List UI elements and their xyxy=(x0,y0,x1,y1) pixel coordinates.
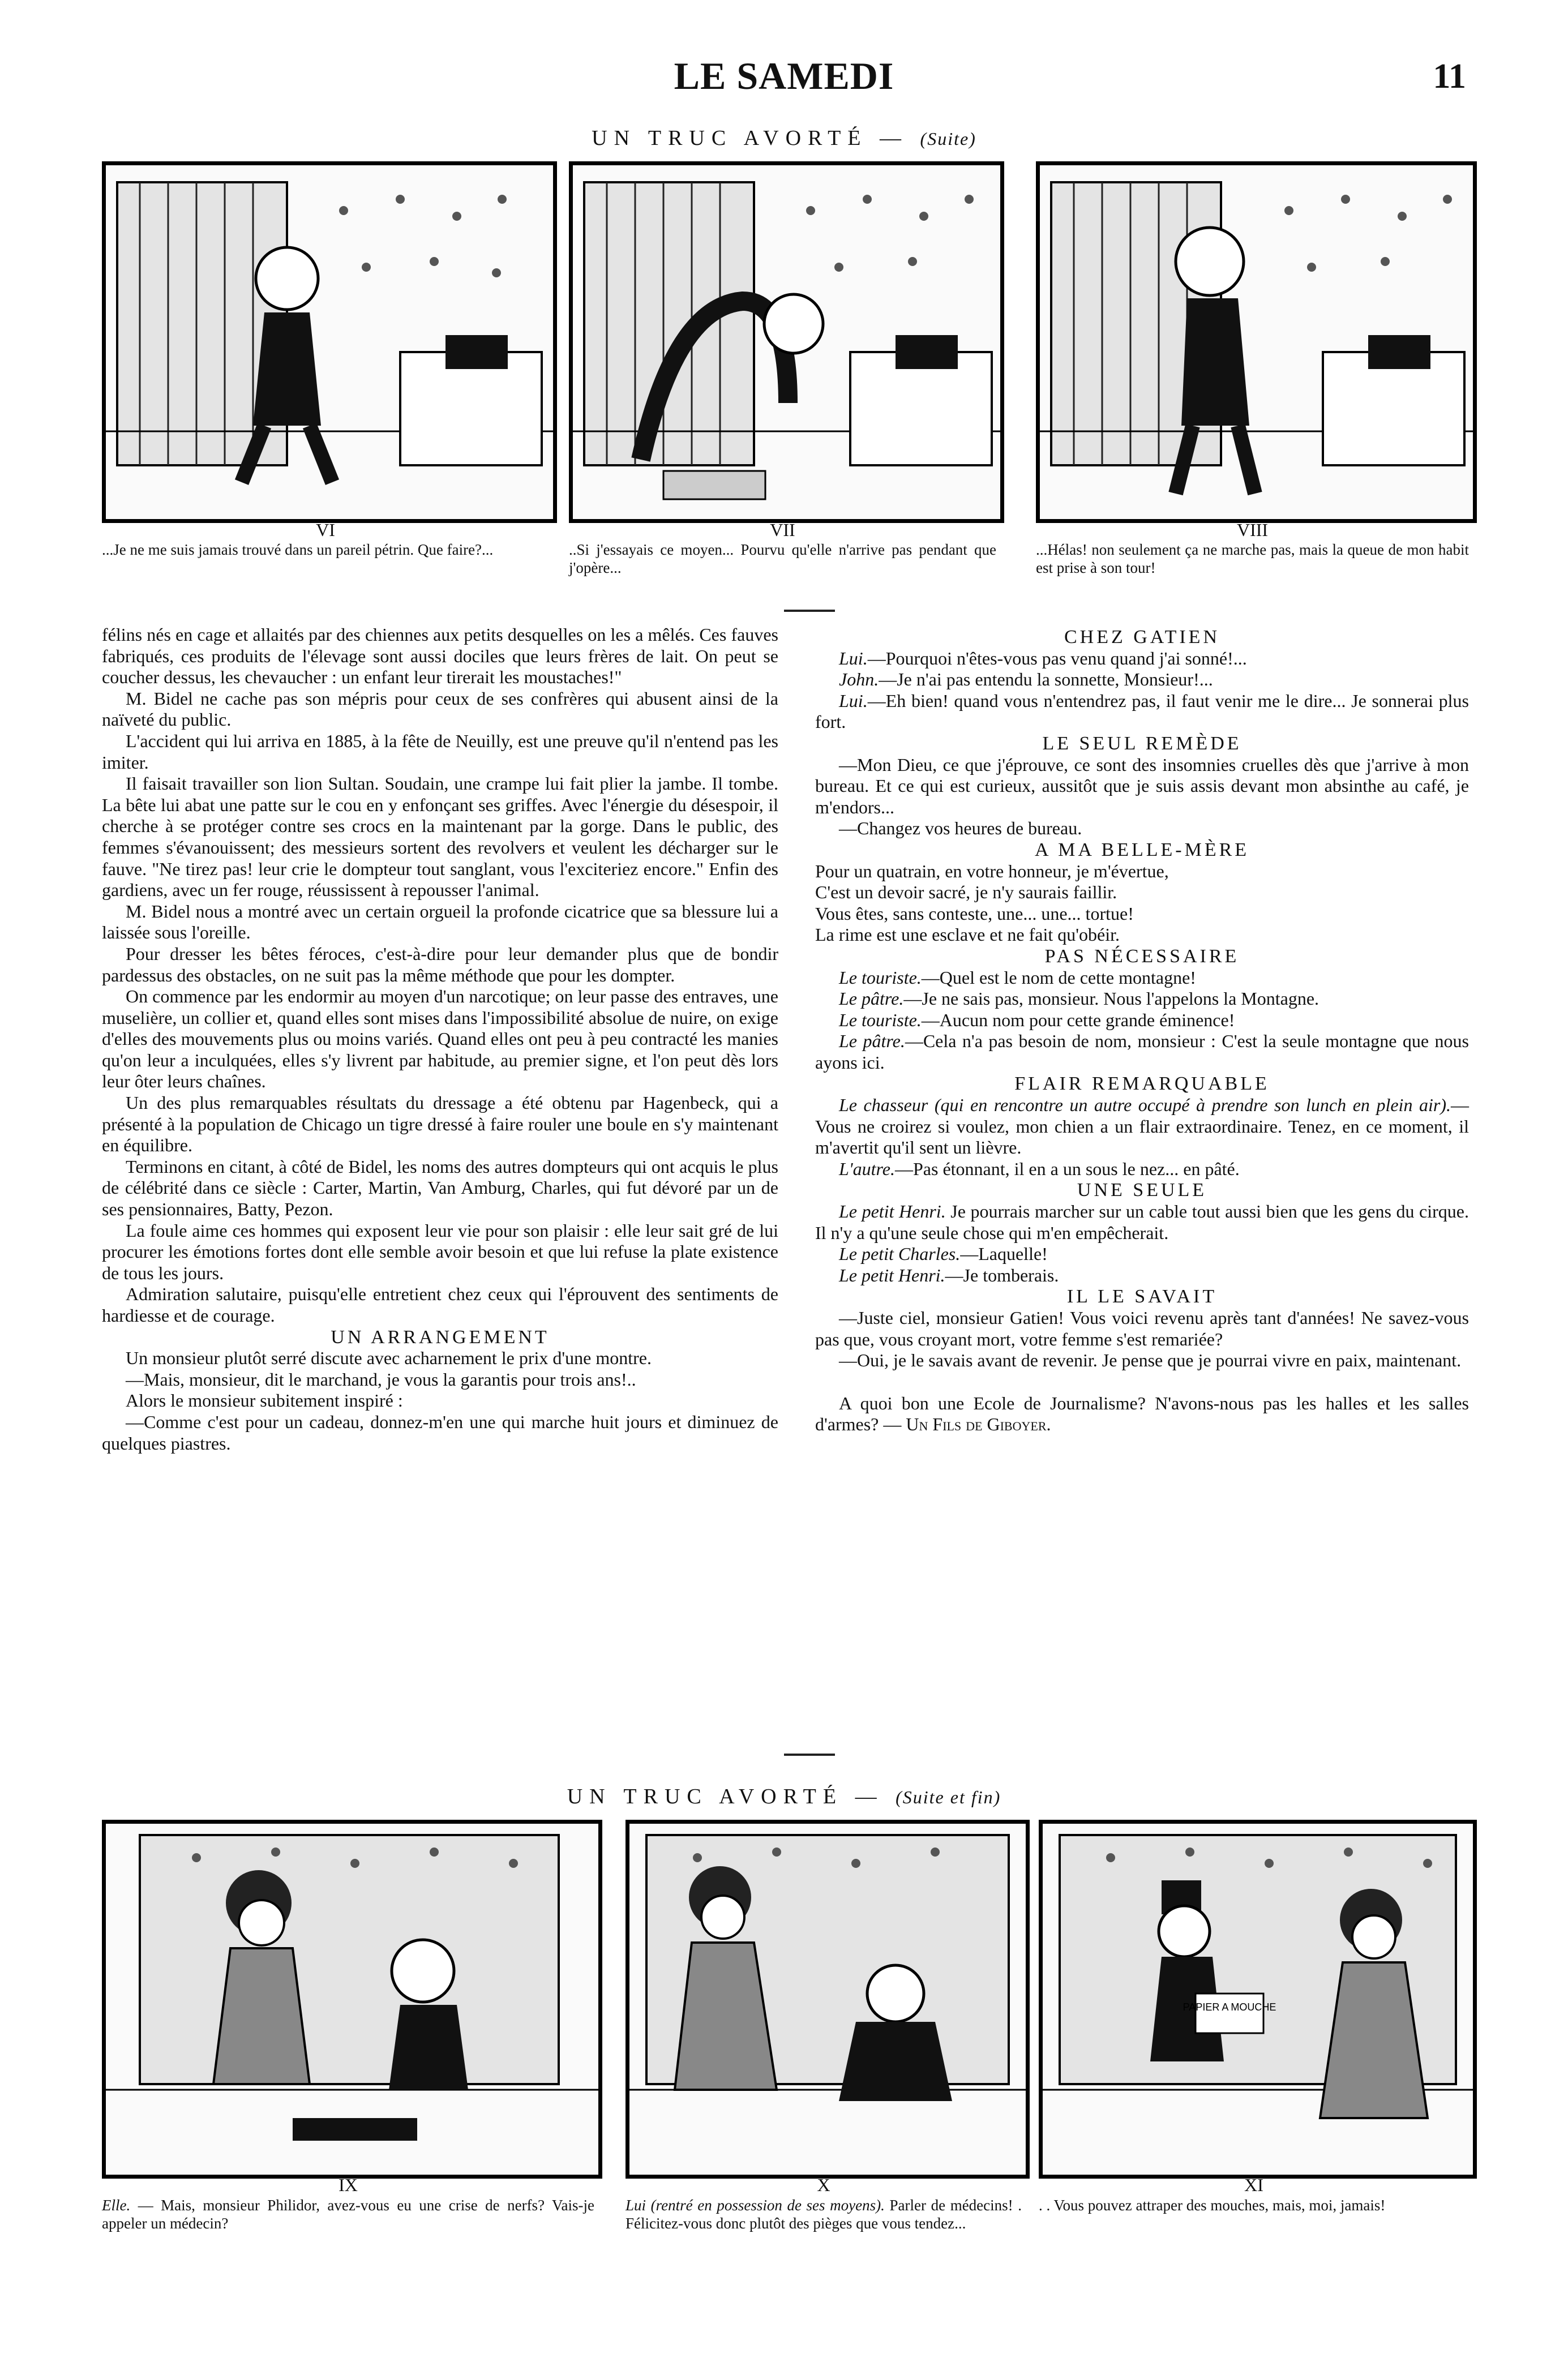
dialogue-line: Le petit Henri. Je pourrais marcher sur un cable tout aussi bien que les gens du cirque. Il n'y a qu'une seule chose qui m'en empêcherait. xyxy=(815,1201,1470,1243)
dialogue-line: Le chasseur (qui en rencontre un autre occupé à prendre son lunch en plein air).—Vous ne croirez si voulez, mon chien a un flair extraordinaire. Tenez, en ce moment, il m'avertit qu'il sent un lièvre. xyxy=(815,1095,1469,1158)
right-column xyxy=(815,624,1469,1435)
comic-panel-vi xyxy=(102,161,557,523)
panel-vii-numeral: VII xyxy=(770,520,795,540)
panel-xi-drawing xyxy=(1043,1824,1473,2175)
heading-pas-necessaire: PAS NÉCESSAIRE xyxy=(1044,945,1240,967)
verse-line: C'est un devoir sacré, je n'y saurais faillir. xyxy=(815,882,1117,903)
panel-vii-drawing xyxy=(573,165,1000,519)
panel-viii-numeral: VIII xyxy=(1236,520,1269,540)
article-paragraph: Il faisait travailler son lion Sultan. Soudain, une crampe lui fait plier la jambe. Il tombe. La bête lui abat une patte sur le cou en y enfonçant ses griffes. Avec l'énergie du désespoir, il cherche à se protéger contre ses crocs en la maintenant par la gorge. Dans le public, des femmes s'évanouissent; des messieurs sortent des revolvers et veulent les décharger sur le fauve. "Ne tirez pas! leur crie le dompteur tout sanglant, vous l'exciteriez encore." Enfin des gardiens, avec un fer rouge, réussissent à repousser l'animal. xyxy=(102,773,778,901)
arrangement-paragraph: Alors le monsieur subitement inspiré : xyxy=(126,1390,403,1411)
strip-bottom-subtitle: (Suite et fin) xyxy=(896,1787,1001,1807)
panel-vi-numeral: VI xyxy=(316,520,335,540)
article-paragraph: —Juste ciel, monsieur Gatien! Vous voici revenu après tant d'années! Ne savez-vous pas que, vous croyant mort, votre femme s'est remariée? xyxy=(815,1308,1469,1349)
article-paragraph: —Oui, je le savais avant de revenir. Je pense que je pourrai vivre en paix, maintenant. xyxy=(839,1350,1462,1371)
article-paragraph: Pour dresser les bêtes féroces, c'est-à-dire pour leur demander plus que de bondir pardessus des obstacles, on ne suit pas la même méthode que pour les dompter. xyxy=(102,943,778,985)
panel-xi-caption: . . Vous pouvez attraper des mouches, mais, moi, jamais! xyxy=(1039,2197,1386,2214)
panel-ix-drawing xyxy=(106,1824,598,2175)
dialogue-line: Lui.—Pourquoi n'êtes-vous pas venu quand j'ai sonné!... xyxy=(839,648,1247,668)
heading-seul-remede: LE SEUL REMÈDE xyxy=(1042,732,1242,754)
comic-panel-ix xyxy=(102,1820,602,2179)
verse-line: Pour un quatrain, en votre honneur, je m'évertue, xyxy=(815,860,1169,881)
dialogue-line: Le petit Charles.—Laquelle! xyxy=(839,1244,1048,1264)
closing-paragraph: A quoi bon une Ecole de Journalisme? N'avons-nous pas les halles et les salles d'armes? — Un Fils de Giboyer. xyxy=(815,1392,1469,1435)
article-paragraph: Terminons en citant, à côté de Bidel, les noms des autres dompteurs qui ont acquis le plus de célébrité dans ce siècle : Carter, Martin, Van Amburg, Charles, qui fut dévoré par un de ses pensionnaires, Batty, Pezon. xyxy=(102,1156,778,1220)
panel-vi-caption: ...Je ne me suis jamais trouvé dans un pareil pétrin. Que faire?... xyxy=(102,541,494,558)
comic-panel-x xyxy=(626,1820,1030,2179)
article-paragraph: La foule aime ces hommes qui exposent leur vie pour son plaisir : elle leur sait gré de lui procurer les émotions fortes dont elle semble avoir besoin et que lui refuse la plate existence de tous les jours. xyxy=(102,1220,778,1283)
arrangement-paragraph: —Comme c'est pour un cadeau, donnez-m'en une qui marche huit jours et diminuez de quelques piastres. xyxy=(102,1411,778,1454)
panel-x-numeral: X xyxy=(817,2175,830,2195)
strip-bottom-title: UN TRUC AVORTÉ — (Suite et fin) xyxy=(567,1785,1001,1808)
divider-bottom xyxy=(784,1754,835,1756)
page-title: LE SAMEDI xyxy=(674,54,894,97)
dialogue-line: Le pâtre.—Je ne sais pas, monsieur. Nous l'appelons la Montagne. xyxy=(839,988,1319,1009)
panel-xi-numeral: XI xyxy=(1244,2175,1263,2195)
panel-vi-drawing xyxy=(106,165,553,519)
dialogue-line: Le petit Henri.—Je tomberais. xyxy=(839,1264,1059,1285)
article-paragraph: Un des plus remarquables résultats du dressage a été obtenu par Hagenbeck, qui a présenté à la population de Chicago un tigre dressé à faire rouler une boule en s'y maintenant en équilibre. xyxy=(102,1092,778,1156)
comic-panel-xi xyxy=(1039,1820,1477,2179)
panel-ix-caption: Elle. — Mais, monsieur Philidor, avez-vous eu une crise de nerfs? Vais-je appeler un médecin? xyxy=(102,2197,594,2232)
arrangement-paragraph: —Mais, monsieur, dit le marchand, je vous la garantis pour trois ans!.. xyxy=(126,1369,636,1390)
heading-flair: FLAIR REMARQUABLE xyxy=(1014,1073,1270,1095)
dialogue-line: Le touriste.—Aucun nom pour cette grande éminence! xyxy=(839,1009,1235,1030)
signature: — Un Fils de Giboyer. xyxy=(883,1414,1051,1435)
page-number: 11 xyxy=(1433,57,1466,96)
heading-une-seule: UNE SEULE xyxy=(1077,1180,1207,1201)
dialogue-line: John.—Je n'ai pas entendu la sonnette, Monsieur!... xyxy=(839,669,1213,690)
arrangement-paragraph: Un monsieur plutôt serré discute avec acharnement le prix d'une montre. xyxy=(126,1348,652,1369)
strip-top-subtitle: (Suite) xyxy=(920,128,976,149)
panel-x-caption: Lui (rentré en possession de ses moyens). Parler de médecins! . Félicitez-vous donc plutôt des pièges que vous tendez... xyxy=(626,2197,1022,2232)
heading-belle-mere: A MA BELLE-MÈRE xyxy=(1034,839,1250,860)
heading-il-le-savait: IL LE SAVAIT xyxy=(1066,1286,1218,1308)
panel-viii-drawing xyxy=(1040,165,1473,519)
article-paragraph: félins nés en cage et allaités par des chiennes aux petits desquelles on les a mêlés. Ces fauves fabriqués, ces produits de l'élevage sont aussi dociles que leurs frères de lait. On peut se coucher dessus, les chevaucher : un enfant leur tirerait les moustaches!" xyxy=(102,624,778,688)
dialogue-line: L'autre.—Pas étonnant, il en a un sous le nez... en pâté. xyxy=(839,1158,1240,1179)
heading-chez-gatien: CHEZ GATIEN xyxy=(1064,627,1220,648)
dialogue-line: Le pâtre.—Cela n'a pas besoin de nom, monsieur : C'est la seule montagne que nous ayons ici. xyxy=(815,1031,1470,1073)
panel-ix-numeral: IX xyxy=(339,2175,358,2195)
panel-viii-caption: ...Hélas! non seulement ça ne marche pas, mais la queue de mon habit est prise à son tour! xyxy=(1036,541,1469,576)
article-paragraph: L'accident qui lui arriva en 1885, à la fête de Neuilly, est une preuve qu'il n'entend pas les imiter. xyxy=(102,730,778,773)
article-paragraph: —Mon Dieu, ce que j'éprouve, ce sont des insomnies cruelles dès que j'arrive à mon bureau. Et ce qui est curieux, aussitôt que je suis assis devant mon absinthe au café, je m'endors... xyxy=(815,754,1469,817)
article-paragraph: M. Bidel nous a montré avec un certain orgueil la profonde cicatrice que sa blessure lui a laissée sous l'oreille. xyxy=(102,901,778,943)
dialogue-line: Lui.—Eh bien! quand vous n'entendrez pas, il faut venir me le dire... Je sonnerai plus fort. xyxy=(815,690,1469,732)
article-paragraph: —Changez vos heures de bureau. xyxy=(839,818,1082,839)
comic-panel-vii xyxy=(569,161,1004,523)
panel-x-drawing xyxy=(629,1824,1026,2175)
heading-arrangement: UN ARRANGEMENT xyxy=(331,1326,550,1348)
divider-top xyxy=(784,610,835,612)
article-paragraph: M. Bidel ne cache pas son mépris pour ceux de ses confrères qui abusent ainsi de la naïveté du public. xyxy=(102,688,778,730)
verse-line: Vous êtes, sans conteste, une... une... tortue! xyxy=(815,903,1134,924)
dialogue-line: Le touriste.—Quel est le nom de cette montagne! xyxy=(839,967,1196,988)
left-column xyxy=(102,624,778,1454)
verse-line: La rime est une esclave et ne fait qu'obéir. xyxy=(815,924,1120,945)
sign-text: PAPIER A MOUCHE xyxy=(1183,2001,1276,2013)
strip-top-title: UN TRUC AVORTÉ — (Suite) xyxy=(592,126,976,150)
panel-vii-caption: ..Si j'essayais ce moyen... Pourvu qu'elle n'arrive pas pendant que j'opère... xyxy=(569,541,996,576)
comic-panel-viii xyxy=(1036,161,1477,523)
article-paragraph: On commence par les endormir au moyen d'un narcotique; on leur passe des entraves, une muselière, un collier et, quand elles sont mises dans l'impossibilité absolue de nuire, on exige d'elles des mouvements plus ou moins variés. Quand elles ont peu à peu contracté les manies qu'on leur a inculquées, elles s'y livrent par habitude, au premier signe, et l'on peut dès lors leur ôter leurs chaînes. xyxy=(102,986,778,1092)
article-paragraph: Admiration salutaire, puisqu'elle entretient chez ceux qui l'éprouvent des sentiments de hardiesse et de courage. xyxy=(102,1284,778,1326)
